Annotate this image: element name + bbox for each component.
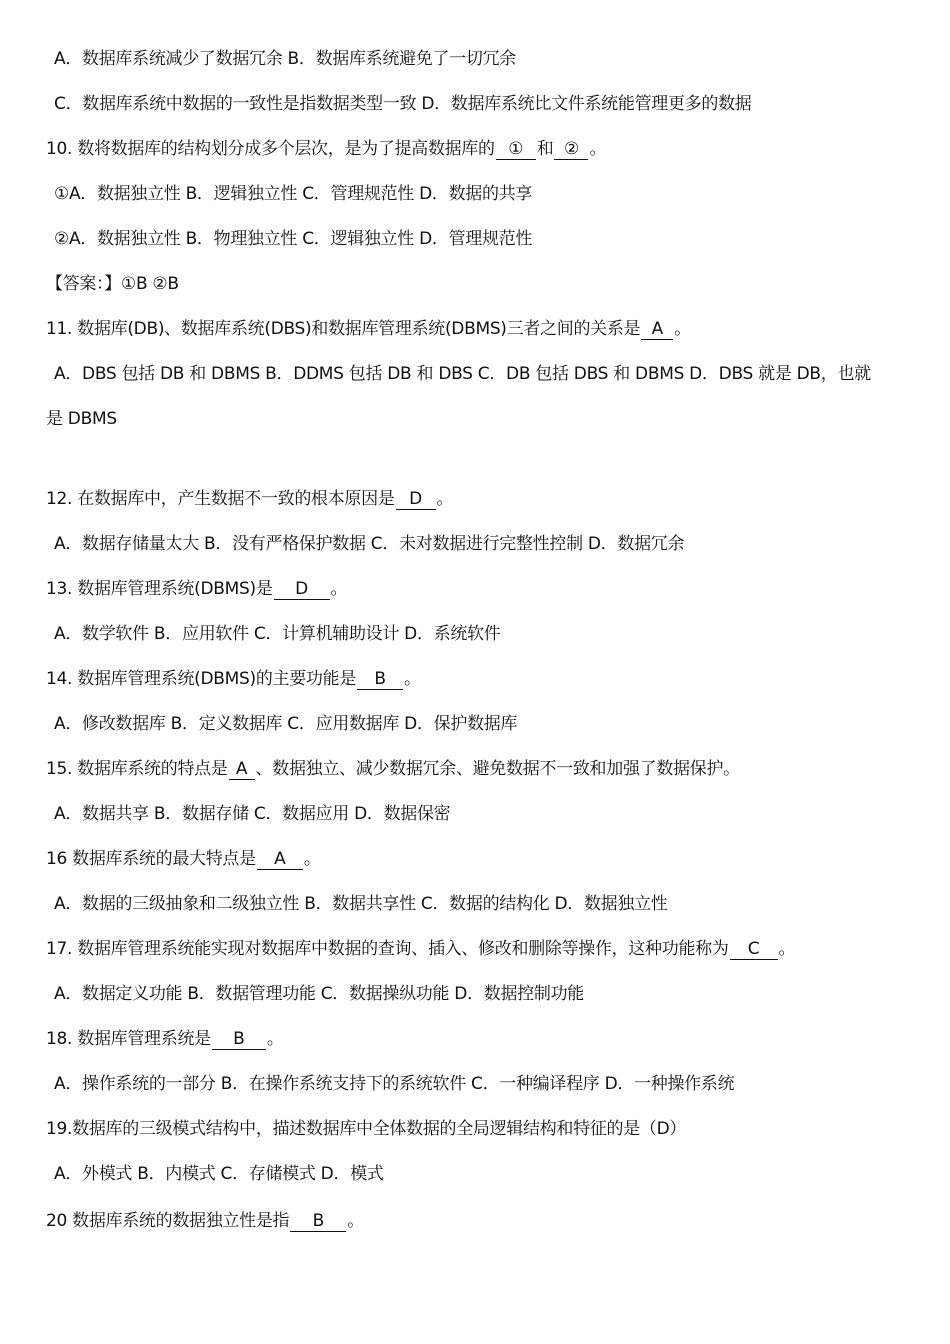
question-13: [46, 578, 347, 600]
answer-blank: A: [229, 759, 255, 780]
question-text: 11. 数据库(DB)、数据库系统(DBS)和数据库管理系统(DBMS)三者之间的关系是: [46, 319, 641, 339]
option-line: A．数据库系统减少了数据冗余 B．数据库系统避免了一切冗余: [54, 49, 516, 69]
question-text: 17. 数据库管理系统能实现对数据库中数据的查询、插入、修改和删除等操作，这种功能称为: [46, 939, 729, 959]
option-line: A．数据的三级抽象和二级独立性 B．数据共享性 C．数据的结构化 D．数据独立性: [54, 894, 668, 914]
option-line: ①A．数据独立性 B．逻辑独立性 C．管理规范性 D．数据的共享: [54, 184, 533, 204]
answer-line: 【答案：】①B ②B: [46, 274, 179, 294]
answer-blank: A: [641, 319, 673, 340]
answer-blank: C: [730, 939, 778, 960]
question-text: 16 数据库系统的最大特点是: [46, 849, 256, 869]
question-text: 13. 数据库管理系统(DBMS)是: [46, 579, 273, 599]
option-line: A．操作系统的一部分 B．在操作系统支持下的系统软件 C．一种编译程序 D．一种操作系统: [54, 1074, 735, 1094]
question-text: 10. 数将数据库的结构划分成多个层次，是为了提高数据库的: [46, 139, 495, 159]
option-line: A．数据存储量太大 B．没有严格保护数据 C．未对数据进行完整性控制 D．数据冗余: [54, 534, 685, 554]
question-text: 。: [303, 849, 321, 869]
question-text: 12. 在数据库中，产生数据不一致的根本原因是: [46, 489, 395, 509]
answer-blank: ②: [554, 139, 588, 160]
option-line: 是 DBMS: [46, 409, 117, 429]
question-text: 。: [404, 669, 421, 689]
question-text: 15. 数据库系统的特点是: [46, 759, 228, 779]
question-text: 。: [778, 939, 796, 959]
question-19: 19.数据库的三级模式结构中，描述数据库中全体数据的全局逻辑结构和特征的是（D）: [46, 1119, 687, 1139]
answer-blank: B: [212, 1029, 266, 1050]
question-14: [46, 668, 421, 690]
option-line: A．外模式 B．内模式 C．存储模式 D．模式: [54, 1164, 384, 1184]
question-text: 。: [589, 139, 607, 159]
option-line: A．数据定义功能 B．数据管理功能 C．数据操纵功能 D．数据控制功能: [54, 984, 584, 1004]
question-15: [46, 758, 740, 780]
question-text: 18. 数据库管理系统是: [46, 1029, 211, 1049]
option-line: A．DBS 包括 DB 和 DBMS B．DDMS 包括 DB 和 DBS C．DB 包括 DBS 和 DBMS D．DBS 就是 DB，也就: [54, 364, 871, 384]
option-line: C．数据库系统中数据的一致性是指数据类型一致 D．数据库系统比文件系统能管理更多的数据: [54, 94, 752, 114]
question-10: [46, 138, 606, 160]
option-line: A．修改数据库 B．定义数据库 C．应用数据库 D．保护数据库: [54, 714, 518, 734]
answer-blank: A: [257, 849, 303, 870]
answer-blank: D: [274, 579, 330, 600]
option-line: A．数学软件 B．应用软件 C．计算机辅助设计 D．系统软件: [54, 624, 501, 644]
answer-blank: D: [396, 489, 436, 510]
question-text: 。: [266, 1029, 284, 1049]
question-text: 14. 数据库管理系统(DBMS)的主要功能是: [46, 669, 357, 689]
question-text: 、数据独立、减少数据冗余、避免数据不一致和加强了数据保护。: [255, 759, 740, 779]
answer-blank: ①: [496, 139, 536, 160]
question-text: 。: [330, 579, 348, 599]
question-18: [46, 1028, 284, 1050]
question-text: 。: [436, 489, 454, 509]
question-17: [46, 938, 795, 960]
answer-blank: B: [290, 1211, 346, 1232]
question-text: 。: [674, 319, 691, 339]
question-11: [46, 318, 691, 340]
answer-blank: B: [357, 669, 403, 690]
option-line: ②A．数据独立性 B．物理独立性 C．逻辑独立性 D．管理规范性: [54, 229, 533, 249]
option-line: A．数据共享 B．数据存储 C．数据应用 D．数据保密: [54, 804, 451, 824]
question-20: [46, 1210, 364, 1232]
question-16: [46, 848, 321, 870]
question-text: 。: [347, 1211, 364, 1231]
question-12: [46, 488, 453, 510]
question-text: 20 数据库系统的数据独立性是指: [46, 1211, 290, 1231]
question-text: 和: [536, 139, 554, 159]
